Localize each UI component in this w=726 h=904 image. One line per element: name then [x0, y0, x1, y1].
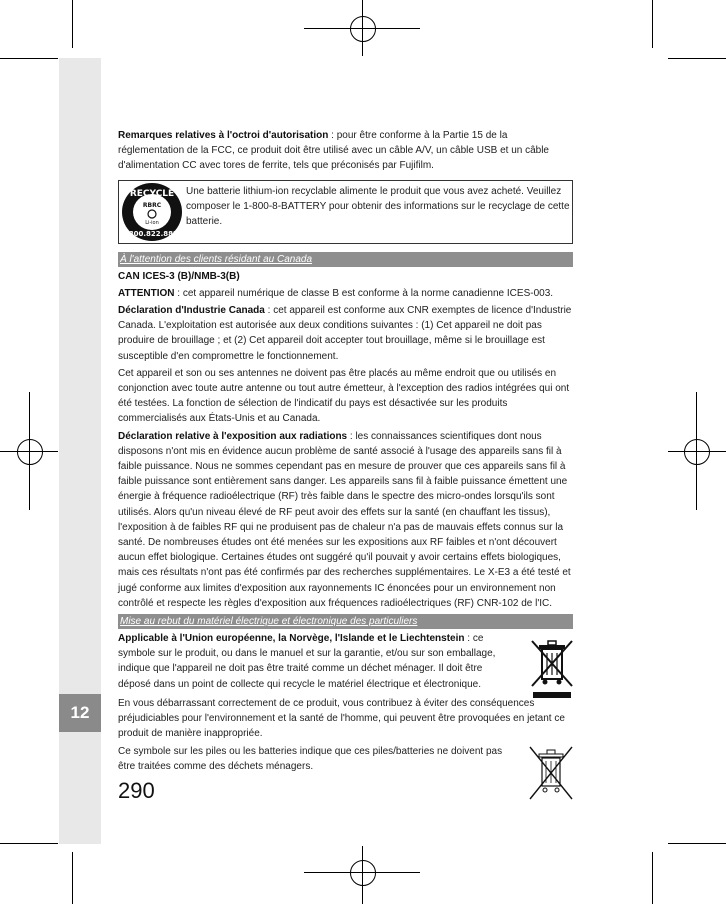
battery-crossed-bin-icon [527, 744, 575, 802]
fcc-paragraph [118, 128, 573, 174]
crop-mark [652, 852, 653, 904]
rf-title: Déclaration relative à l'exposition aux radiations [118, 430, 348, 442]
logo-mid-text: RBRC [142, 201, 162, 209]
registration-circle [684, 439, 710, 465]
attention-title: ATTENTION [118, 287, 175, 299]
logo-small-text: Li-ion [145, 219, 159, 226]
antenna-paragraph: Cet appareil et son ou ses antennes ne doivent pas être placés au même endroit que ou utilisés en conjonction avec toute autre antenne ou tout autre émetteur, à l'exception des radios intégrées qui ont été testées. La fonction de sélection de l'indicatif du pays est désactivée sur les produits commercialisés aux États-Unis et au Canada. [118, 367, 570, 425]
proper-disposal-paragraph: En vous débarrassant correctement de ce produit, vous contribuez à éviter des conséquences préjudiciables pour l'environnement et la santé de l'homme, qui peuvent être provoquées en jetant ce produit de manière inappropriée. [118, 697, 565, 740]
battery-section [118, 744, 573, 774]
ices-title: CAN ICES-3 (B)/NMB-3(B) [118, 270, 240, 282]
rbrc-recycle-logo-icon [121, 182, 183, 242]
fcc-title: Remarques relatives à l'octroi d'autorisation [118, 130, 329, 141]
recycle-text: Une batterie lithium-ion recyclable alimente le produit que vous avez acheté. Veuillez composer le 1-800-8-BATTERY pour obtenir des informations sur le recyclage de cette batterie. [186, 185, 570, 228]
crop-mark [652, 0, 653, 48]
crop-mark [72, 852, 73, 904]
weee-section [118, 631, 573, 692]
rf-exposure-paragraph: Déclaration relative à l'exposition aux radiations : les connaissances scientifiques dont nous disposons n'ont mis en évidence aucun problème de santé associé à l'usage des appareils sans fil à faible puissance. Nous ne sommes cependant pas en mesure de prouver que ces appareils sans fil à faible puissance sont entièrement sans danger. Les appareils sans fil à faible puissance émettent une énergie à fréquence radioélectrique (RF) très faible dans le spectre des micro-ondes lorsqu'ils sont utilisés. Alors qu'un niveau élevé de RF peut avoir des effets sur la santé (en chauffant les tissus), l'exposition à de faibles RF qui ne produisent pas de chaleur n'a pas de mauvais effets connus sur la santé. De nombreuses études ont été menées sur les expositions aux RF faibles et n'ont découvert aucun effet biologique. Certaines études ont suggéré qu'il pouvait y avoir certains effets biologiques, mais ces résultats n'ont pas été confirmés par des recherches supplémentaires. Le X-E3 a été testé et jugé conforme aux limites d'exposition aux rayonnements IC énoncées pour un environnement non contrôlé et respecte les règles d'exposition aux fréquences radioélectriques (RF) CNR-102 de l'IC. [118, 430, 571, 609]
registration-circle [350, 860, 376, 886]
crossed-out-bin-icon [529, 637, 575, 703]
industry-canada-paragraph: Déclaration d'Industrie Canada : cet appareil est conforme aux CNR exemptes de licence d'Industrie Canada. L'exploitation est autorisée aux deux conditions suivantes : (1) Cet appareil ne doit pas produire de brouillage ; et (2) Cet appareil doit accepter tout brouillage, même si le brouillage est susceptible d'en compromettre le fonctionnement. [118, 305, 572, 362]
weee-paragraph: Applicable à l'Union européenne, la Norvège, l'Islande et le Liechtenstein : ce symbole sur le produit, ou dans le manuel et sur la garantie, et/ou sur son emballage, indique que l'appareil ne doit pas être traité comme un déchet ménager. Il doit être déposé dans un point de collecte qui recycle le matériel électrique et électronique. [118, 633, 496, 690]
canada-section-header: À l'attention des clients résidant au Canada [118, 252, 573, 267]
crop-mark [668, 58, 726, 59]
attention-paragraph: ATTENTION : cet appareil numérique de classe B est conforme à la norme canadienne ICES-003. [118, 287, 554, 299]
disposal-section-header: Mise au rebut du matériel électrique et électronique des particuliers [118, 614, 573, 629]
industry-title: Déclaration d'Industrie Canada [118, 305, 265, 317]
logo-bottom-text: 1.800.822.8837 [121, 229, 183, 238]
recycle-notice [118, 180, 573, 244]
crop-mark [0, 58, 58, 59]
page-content [118, 128, 573, 774]
eu-title: Applicable à l'Union européenne, la Norvège, l'Islande et le Liechtenstein [118, 633, 465, 645]
fcc-text: : pour être conforme à la Partie 15 de la réglementation de la FCC, ce produit doit être utilisé avec un câble A/V, un câble USB et un câble d'alimentation CC avec tores de ferrite, tels que préconisés par Fujifilm. [118, 130, 549, 172]
logo-top-text: RECYCLE [129, 188, 175, 199]
crop-mark [72, 0, 73, 48]
crop-mark [0, 843, 58, 844]
registration-circle [17, 439, 43, 465]
battery-paragraph: Ce symbole sur les piles ou les batteries indique que ces piles/batteries ne doivent pas être traitées comme des déchets ménagers. [118, 745, 503, 772]
crop-mark [668, 843, 726, 844]
chapter-tab: 12 [59, 694, 101, 732]
page-number: 290 [118, 778, 155, 803]
registration-circle [350, 16, 376, 42]
